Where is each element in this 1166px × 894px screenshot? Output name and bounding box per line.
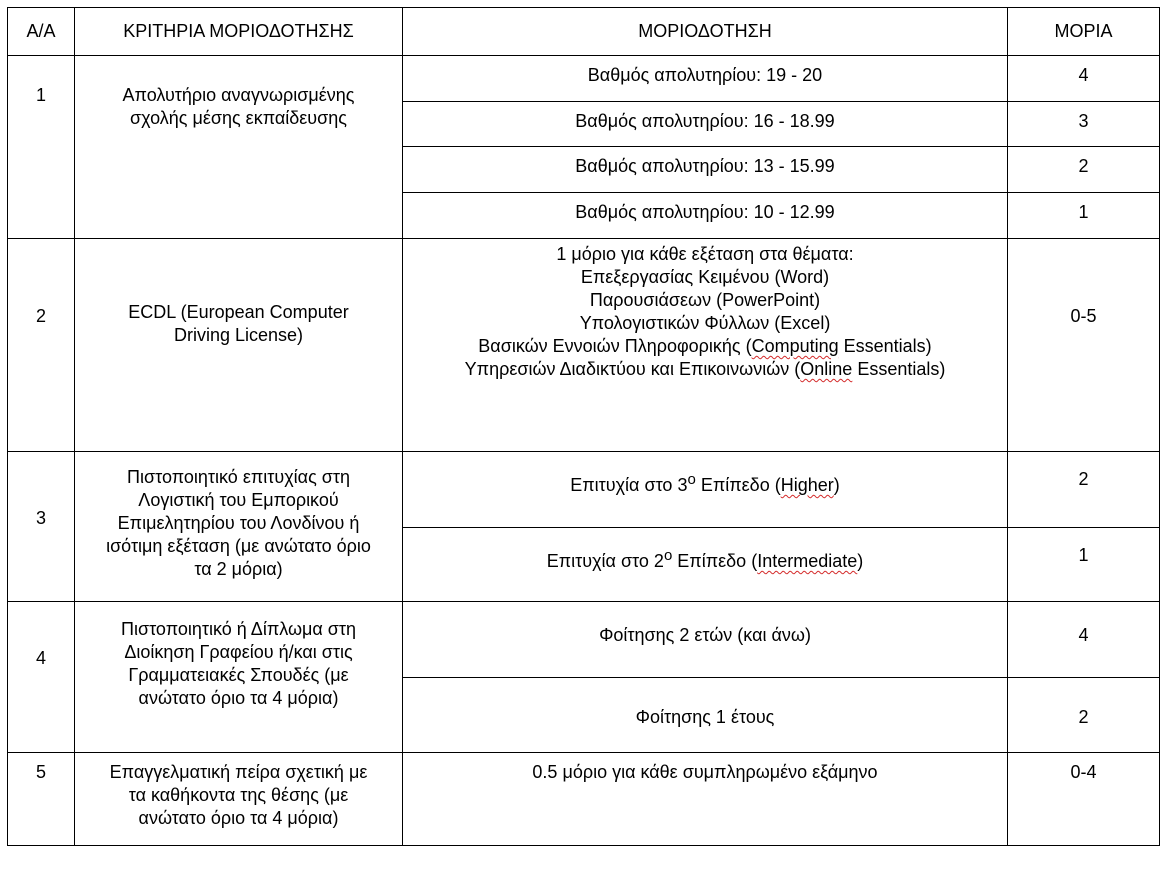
table-row bbox=[8, 753, 1160, 846]
table-row bbox=[8, 239, 1160, 452]
row-1-option-3: Βαθμός απολυτηρίου: 13 - 15.99 bbox=[403, 147, 1008, 193]
ecdl-subject: Επεξεργασίας Κειμένου (Word) bbox=[580, 267, 830, 287]
row-5-scoring: 0.5 μόριο για κάθε συμπληρωμένο εξάμηνο bbox=[403, 753, 1008, 846]
criterion-line: Πιστοποιητικό επιτυχίας στη bbox=[127, 467, 350, 487]
criterion-line: ισότιμη εξέταση (με ανώτατο όριο bbox=[106, 536, 371, 556]
row-1-points-1: 4 bbox=[1008, 56, 1160, 102]
row-4-points-1: 4 bbox=[1008, 602, 1160, 678]
criterion-line: σχολής μέσης εκπαίδευσης bbox=[130, 108, 347, 128]
criterion-line: τα 2 μόρια) bbox=[194, 559, 283, 579]
row-2-criterion bbox=[75, 239, 403, 452]
row-1-criterion bbox=[75, 56, 403, 239]
row-3-points-2: 1 bbox=[1008, 528, 1160, 602]
criterion-line: Επαγγελματική πείρα σχετική με bbox=[109, 762, 368, 782]
ecdl-subject: Παρουσιάσεων (PowerPoint) bbox=[589, 290, 821, 310]
row-5-points: 0-4 bbox=[1008, 753, 1160, 846]
row-5-criterion bbox=[75, 753, 403, 846]
criterion-line: Πιστοποιητικό ή Δίπλωμα στη bbox=[120, 619, 357, 639]
criterion-line: ECDL (European Computer bbox=[128, 302, 349, 322]
criterion-line: τα καθήκοντα της θέσης (με bbox=[128, 785, 349, 805]
header-aa: Α/Α bbox=[8, 8, 75, 56]
criterion-line: Γραμματειακές Σπουδές (με bbox=[128, 665, 349, 685]
ecdl-subject: Υπολογιστικών Φύλλων (Excel) bbox=[579, 313, 831, 333]
criterion-line: Λογιστική του Εμπορικού bbox=[138, 490, 339, 510]
criterion-line: Επιμελητηρίου του Λονδίνου ή bbox=[117, 513, 360, 533]
row-3-option-1: Επιτυχία στο $3^o$ Επίπεδο (Higher) bbox=[403, 452, 1008, 528]
row-4-option-2: Φοίτησης 1 έτους bbox=[403, 678, 1008, 753]
row-3-points-1: 2 bbox=[1008, 452, 1160, 528]
row-1-option-4: Βαθμός απολυτηρίου: 10 - 12.99 bbox=[403, 193, 1008, 239]
row-4-points-2: 2 bbox=[1008, 678, 1160, 753]
criterion-line: Διοίκηση Γραφείου ή/και στις bbox=[124, 642, 353, 662]
table-row bbox=[8, 602, 1160, 678]
row-1-points-4: 1 bbox=[1008, 193, 1160, 239]
table-row bbox=[8, 452, 1160, 528]
criterion-line: ανώτατο όριο τα 4 μόρια) bbox=[138, 808, 339, 828]
criterion-line: Απολυτήριο αναγνωρισμένης bbox=[122, 85, 355, 105]
row-3-option-2: Επιτυχία στο $2^o$ Επίπεδο (Intermediate) bbox=[403, 528, 1008, 602]
header-criteria: ΚΡΙΤΗΡΙΑ ΜΟΡΙΟΔΟΤΗΣΗΣ bbox=[75, 8, 403, 56]
header-scoring: ΜΟΡΙΟΔΟΤΗΣΗ bbox=[403, 8, 1008, 56]
criterion-line: Driving License) bbox=[173, 325, 304, 345]
spellcheck-marked-word: Intermediate bbox=[757, 551, 858, 571]
row-1-points-2: 3 bbox=[1008, 102, 1160, 147]
spellcheck-marked-word: Higher bbox=[780, 475, 834, 495]
header-points: ΜΟΡΙΑ bbox=[1008, 8, 1160, 56]
row-2-points: 0-5 bbox=[1008, 239, 1160, 452]
header-row bbox=[8, 8, 1160, 56]
row-4-number: 4 bbox=[8, 602, 75, 753]
ecdl-subject: Υπηρεσιών Διαδικτύου και Επικοινωνιών (Online Essentials) bbox=[464, 359, 946, 379]
row-1-option-2: Βαθμός απολυτηρίου: 16 - 18.99 bbox=[403, 102, 1008, 147]
table-row bbox=[8, 56, 1160, 102]
row-1-number: 1 bbox=[8, 56, 75, 239]
criterion-line: ανώτατο όριο τα 4 μόρια) bbox=[138, 688, 339, 708]
row-4-criterion bbox=[75, 602, 403, 753]
row-3-criterion bbox=[75, 452, 403, 602]
ecdl-intro: 1 μόριο για κάθε εξέταση στα θέματα: bbox=[556, 244, 854, 264]
spellcheck-marked-word: Computing bbox=[751, 336, 839, 356]
row-2-scoring bbox=[403, 239, 1008, 452]
scoring-table bbox=[7, 7, 1160, 846]
row-3-number: 3 bbox=[8, 452, 75, 602]
row-1-option-1: Βαθμός απολυτηρίου: 19 - 20 bbox=[403, 56, 1008, 102]
row-1-points-3: 2 bbox=[1008, 147, 1160, 193]
row-5-number: 5 bbox=[8, 753, 75, 846]
row-2-number: 2 bbox=[8, 239, 75, 452]
ecdl-subject: Βασικών Εννοιών Πληροφορικής (Computing Essentials) bbox=[478, 336, 932, 356]
spellcheck-marked-word: Online bbox=[800, 359, 853, 379]
row-4-option-1: Φοίτησης 2 ετών (και άνω) bbox=[403, 602, 1008, 678]
